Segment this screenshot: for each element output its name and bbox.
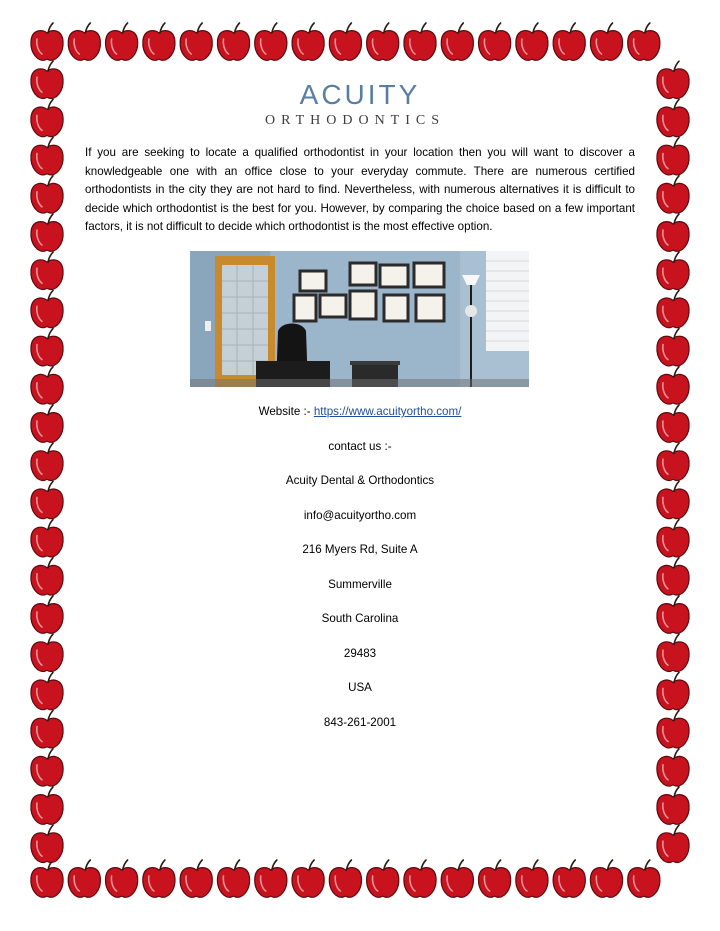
logo-wordmark: ACUITY (299, 79, 421, 110)
apple-icon (628, 23, 660, 60)
apple-icon (590, 23, 622, 60)
website-label: Website :- (258, 405, 314, 418)
apple-icon (217, 860, 249, 897)
apple-icon (143, 860, 175, 897)
apple-icon (106, 23, 138, 60)
apple-icon (31, 61, 63, 98)
apple-icon (657, 138, 689, 175)
acuity-logo (255, 78, 465, 128)
apple-icon (180, 23, 212, 60)
apple-icon (255, 23, 287, 60)
apple-icon (404, 860, 436, 897)
business-name: Acuity Dental & Orthodontics (285, 474, 435, 487)
apple-icon (657, 252, 689, 289)
zip-code: 29483 (343, 647, 377, 660)
apple-icon (404, 23, 436, 60)
apple-icon (31, 138, 63, 175)
apple-icon (367, 23, 399, 60)
apple-icon (329, 860, 361, 897)
intro-paragraph: If you are seeking to locate a qualified orthodontist in your location then you will want to discover a knowledgeable one with an office close to your everyday commute. There are numerous certified orthodontists in the city they are not hard to find. Nevertheless, with numerous alternatives it is difficult to decide which orthodontist is the best for you. However, by comparing the choice based on a few important factors, it is not difficult to decide which orthodontist is the most effective option. (85, 146, 635, 234)
logo-subtitle: ORTHODONTICS (264, 113, 446, 128)
apple-icon (479, 860, 511, 897)
apple-icon (657, 825, 689, 862)
apple-icon (479, 23, 511, 60)
apple-icon (106, 860, 138, 897)
apple-icon (31, 860, 63, 897)
apple-icon (329, 23, 361, 60)
apple-icon (657, 176, 689, 213)
apple-icon (31, 99, 63, 136)
apple-icon (628, 860, 660, 897)
website-link[interactable]: https://www.acuityortho.com/ (313, 405, 462, 418)
apple-icon (657, 290, 689, 327)
city-text: Summerville (328, 578, 392, 591)
apple-icon (31, 787, 63, 824)
apple-icon (217, 23, 249, 60)
apple-icon (590, 860, 622, 897)
apple-icon (31, 23, 63, 60)
apple-icon (292, 23, 324, 60)
apple-icon (68, 23, 100, 60)
apple-icon (553, 860, 585, 897)
apple-icon (657, 367, 689, 404)
apple-icon (31, 825, 63, 862)
apple-icon (657, 329, 689, 366)
state-text: South Carolina (321, 612, 399, 625)
apple-icon (441, 860, 473, 897)
contact-label: contact us :- (328, 440, 392, 453)
apple-icon (31, 214, 63, 251)
country-text: USA (348, 681, 372, 694)
apple-icon (31, 252, 63, 289)
apple-icon (31, 176, 63, 213)
apple-icon (657, 787, 689, 824)
apple-icon (367, 860, 399, 897)
office-photo (190, 251, 529, 387)
apple-icon (657, 61, 689, 98)
apple-icon (255, 860, 287, 897)
apple-icon (441, 23, 473, 60)
apple-icon (516, 23, 548, 60)
apple-icon (516, 860, 548, 897)
apple-icon (31, 367, 63, 404)
apple-icon (553, 23, 585, 60)
street-address: 216 Myers Rd, Suite A (302, 543, 418, 556)
website-line (0, 404, 720, 420)
apple-icon (180, 860, 212, 897)
apple-icon (68, 860, 100, 897)
apple-icon (657, 749, 689, 786)
apple-icon (143, 23, 175, 60)
apple-icon (31, 749, 63, 786)
apple-icon (657, 214, 689, 251)
apple-icon (657, 99, 689, 136)
email-text: info@acuityortho.com (303, 509, 417, 522)
apple-icon (31, 290, 63, 327)
phone-number: 843-261-2001 (323, 716, 397, 729)
apple-icon (292, 860, 324, 897)
apple-icon (31, 329, 63, 366)
